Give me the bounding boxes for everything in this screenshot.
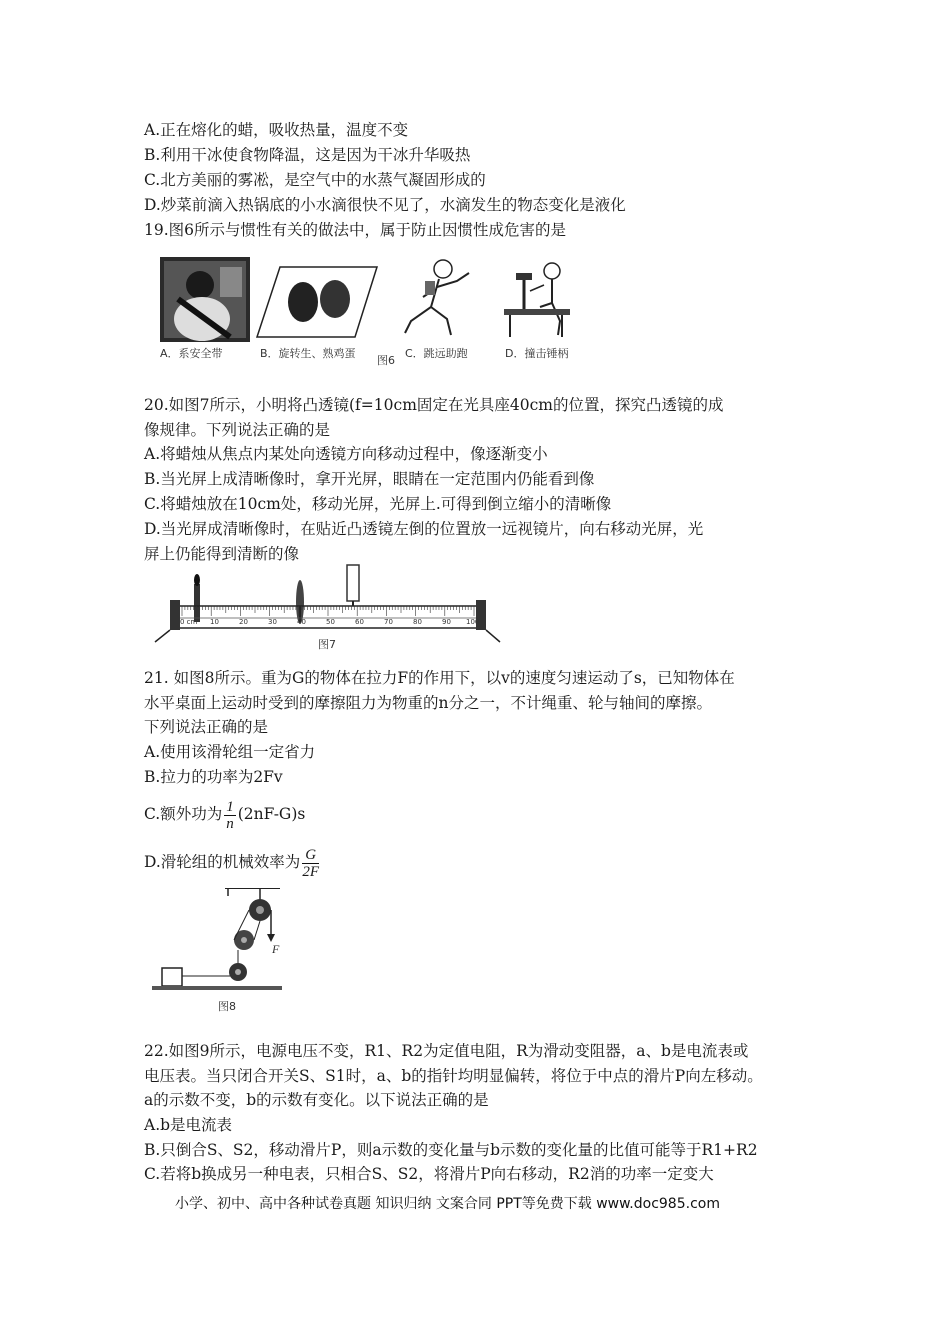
q21-option-c-suffix: (2nF-G)s <box>237 805 306 823</box>
q21-option-a: A.使用该滑轮组一定省力 <box>144 743 316 761</box>
q20-option-d: D.当光屏成清晰像时，在贴近凸透镜左倒的位置放一远视镜片，向右移动光屏，光 <box>144 520 704 538</box>
q20-option-b: B.当光屏上成清晰像时，拿开光屏，眼睛在一定范围内仍能看到像 <box>144 470 595 488</box>
fraction-denominator: 2F <box>302 863 319 880</box>
runner-sketch <box>395 255 480 345</box>
ruler-label-30: 30 <box>268 618 277 626</box>
page-footer: 小学、初中、高中各种试卷真题 知识归纳 文案合同 PPT等免费下载 www.doc985.com <box>175 1196 720 1212</box>
figure-7 <box>150 562 510 657</box>
fig8-label: 图8 <box>218 1000 236 1013</box>
fraction-numerator: 1 <box>226 798 234 815</box>
ruler-label-50: 50 <box>326 618 335 626</box>
q20-option-d-cont: 屏上仍能得到清断的像 <box>144 545 300 563</box>
q21-stem-line2: 水平桌面上运动时受到的摩擦阻力为物重的n分之一，不计绳重、轮与轴间的摩擦。 <box>144 694 712 712</box>
fig6-caption-d: D．撞击锤柄 <box>505 347 569 360</box>
ruler-label-20: 20 <box>239 618 248 626</box>
seatbelt-photo <box>160 257 250 342</box>
q21-stem-line1: 21. 如图8所示。重为G的物体在拉力F的作用下，以v的速度匀速运动了s，已知物体在 <box>144 669 735 687</box>
q22-option-a: A.b是电流表 <box>144 1116 233 1134</box>
fig6-label: 图6 <box>377 354 395 367</box>
q22-stem-line2: 电压表。当只闭合开关S、S1时，a、b的指针均明显偏转，将位于中点的滑片P向左移动。 <box>144 1067 763 1085</box>
ruler-label-10: 10 <box>210 618 219 626</box>
q20-stem-line2: 像规律。下列说法正确的是 <box>144 421 331 439</box>
ruler-label-40: 40 <box>297 618 306 626</box>
force-label-f: F <box>272 942 280 956</box>
fig6-caption-a: A．系安全带 <box>160 347 223 360</box>
q21-option-c-prefix: C.额外功为 <box>144 805 223 823</box>
fraction-g-over-2f <box>302 847 319 880</box>
q21-stem-line3: 下列说法正确的是 <box>144 718 269 736</box>
figure-6 <box>155 255 585 365</box>
q18-option-b: B.利用干冰使食物降温，这是因为干冰升华吸热 <box>144 146 471 164</box>
ruler-label-70: 70 <box>384 618 393 626</box>
fraction-denominator: n <box>226 815 234 832</box>
fig7-label: 图7 <box>318 638 336 651</box>
q22-option-c: C.若将b换成另一种电表，只相合S、S2，将滑片P向右移动，R2消的功率一定变大 <box>144 1165 714 1183</box>
fraction-numerator: G <box>302 847 319 864</box>
q21-option-c <box>144 794 305 834</box>
q21-option-d <box>144 842 321 882</box>
q20-option-a: A.将蜡烛从焦点内某处向透镜方向移动过程中，像逐渐变小 <box>144 445 548 463</box>
hammer-bench-sketch <box>500 255 580 345</box>
ruler-label-90: 90 <box>442 618 451 626</box>
fig6-caption-b: B．旋转生、熟鸡蛋 <box>260 347 356 360</box>
q22-stem-line1: 22.如图9所示，电源电压不变，R1、R2为定值电阻，R为滑动变阻器，a、b是电流表或 <box>144 1042 749 1060</box>
eggs-diagram <box>255 259 380 344</box>
q18-option-a: A.正在熔化的蜡，吸收热量，温度不变 <box>144 121 409 139</box>
fraction-1-over-n <box>224 799 236 832</box>
q22-stem-line3: a的示数不变，b的示数有变化。以下说法正确的是 <box>144 1091 489 1109</box>
ruler-ticks <box>182 606 474 616</box>
q20-option-c: C.将蜡烛放在10cm处，移动光屏，光屏上.可得到倒立缩小的清晰像 <box>144 495 612 513</box>
q20-stem-line1: 20.如图7所示，小明将凸透镜(f=10cm固定在光具座40cm的位置，探究凸透镜的成 <box>144 396 724 414</box>
q21-option-d-prefix: D.滑轮组的机械效率为 <box>144 853 301 871</box>
ruler-label-100: 100 <box>466 618 480 626</box>
fig6-caption-c: C．跳远助跑 <box>405 347 468 360</box>
ruler-label-60: 60 <box>355 618 364 626</box>
q18-option-d: D.炒菜前滴入热锅底的小水滴很快不见了，水滴发生的物态变化是液化 <box>144 196 626 214</box>
figure-8 <box>150 888 300 1018</box>
q22-option-b: B.只倒合S、S2，移动滑片P，则a示数的变化量与b示数的变化量的比值可能等于R1+R2 <box>144 1141 758 1159</box>
q18-option-c: C.北方美丽的雾凇，是空气中的水蒸气凝固形成的 <box>144 171 486 189</box>
q19-stem: 19.图6所示与惯性有关的做法中，属于防止因惯性成危害的是 <box>144 221 567 239</box>
q21-option-b: B.拉力的功率为2Fv <box>144 768 283 786</box>
ruler-label-80: 80 <box>413 618 422 626</box>
ruler-label-0: 0 cm <box>180 618 198 626</box>
